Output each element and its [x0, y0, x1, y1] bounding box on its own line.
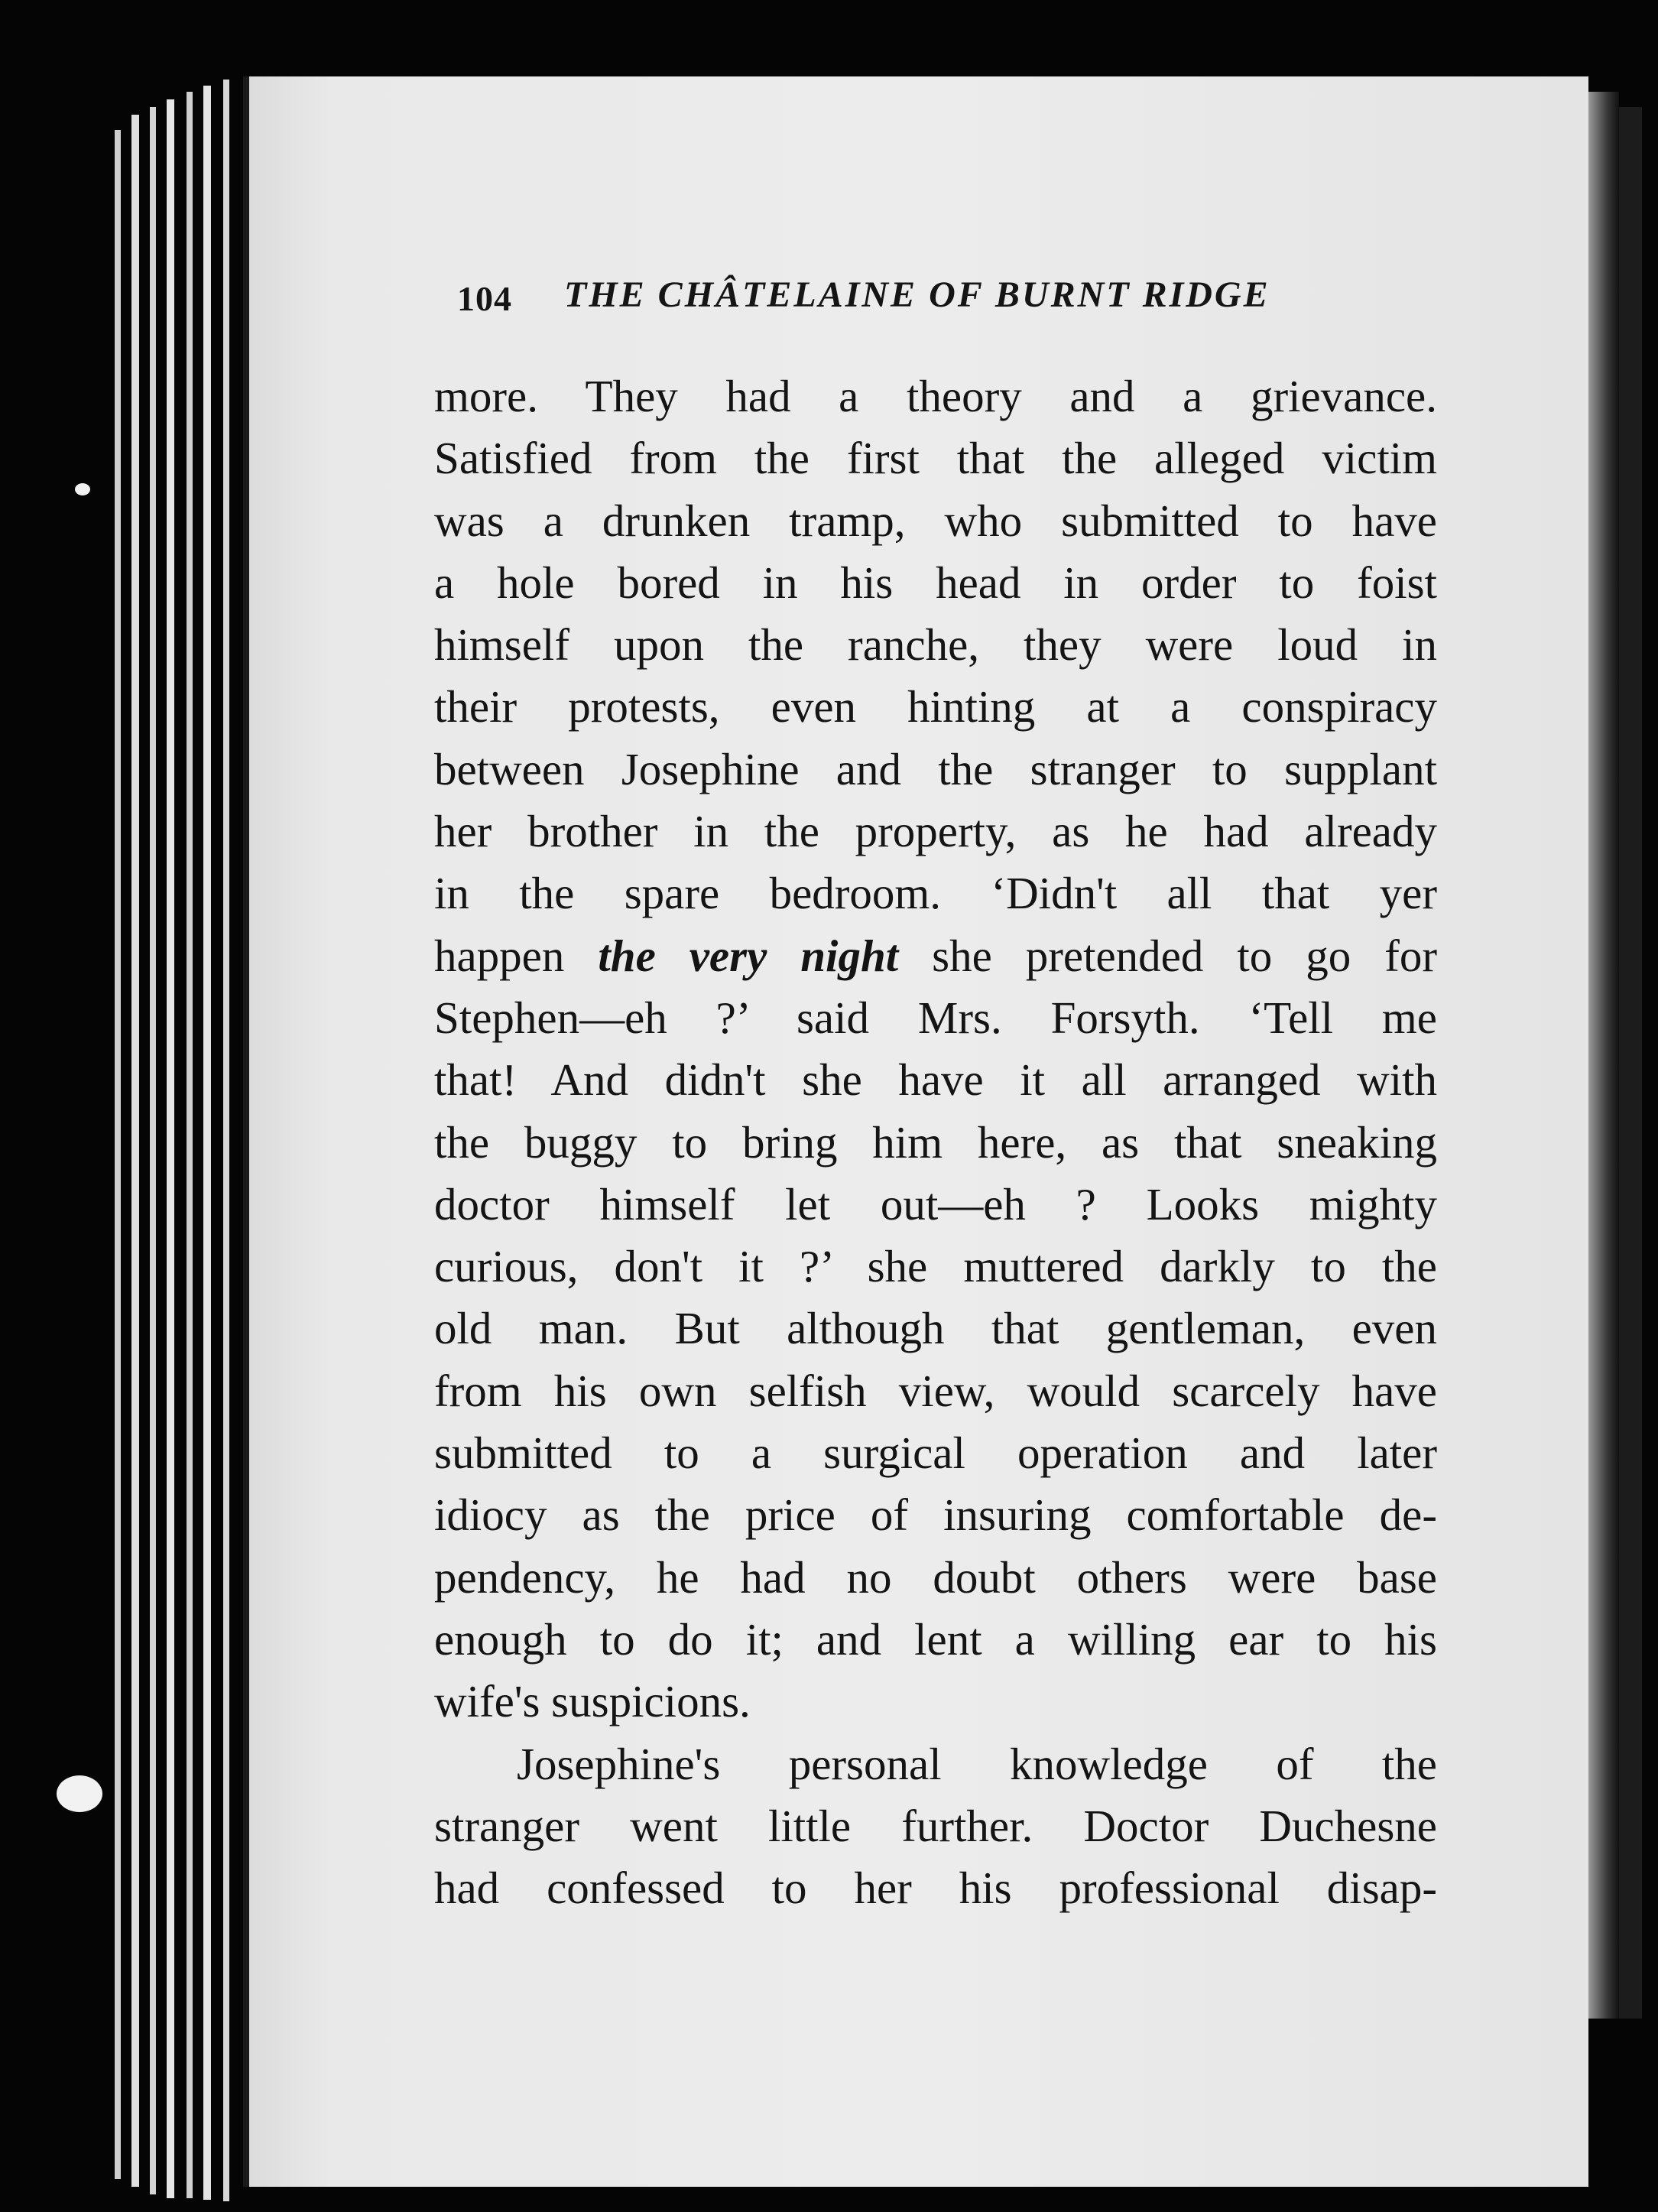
body-text [434, 365, 1437, 1919]
page-edge [150, 107, 156, 2194]
text-line: from his own selfish view, would scarcely have [434, 1365, 1437, 1416]
text-line: idiocy as the price of insuring comfortable de- [434, 1489, 1437, 1541]
text-line: submitted to a surgical operation and later [434, 1428, 1437, 1479]
page-edge [131, 115, 139, 2187]
text-line: a hole bored in his head in order to foist [434, 557, 1437, 608]
text-line: curious, don't it ?’ she muttered darkly to the [434, 1241, 1437, 1292]
page-edge [203, 86, 211, 2200]
binding-gutter [1588, 92, 1619, 2019]
paper-blemish [75, 483, 90, 495]
paragraph-end-line: wife's suspicions. [434, 1676, 751, 1727]
paper-blemish [57, 1775, 102, 1812]
text-line: Stephen—eh ?’ said Mrs. Forsyth. ‘Tell me [434, 992, 1437, 1043]
text-fragment: happen [434, 930, 599, 981]
text-line: more. They had a theory and a grievance. [434, 371, 1437, 421]
text-line: had confessed to her his professional disap- [434, 1863, 1437, 1914]
text-line: pendency, he had no doubt others were base [434, 1551, 1437, 1603]
running-title: THE CHÂTELAINE OF BURNT RIDGE [564, 274, 1270, 315]
text-line: her brother in the property, as he had already [434, 806, 1437, 857]
text-line: their protests, even hinting at a conspiracy [434, 681, 1437, 732]
page-edge [187, 92, 193, 2198]
text-line: was a drunken tramp, who submitted to have [434, 495, 1437, 546]
text-line: the buggy to bring him here, as that sneaking [434, 1116, 1437, 1168]
text-line: himself upon the ranche, they were loud in [434, 619, 1437, 671]
page-edge [167, 99, 174, 2198]
text-line: Satisfied from the first that the alleged victim [434, 433, 1437, 484]
text-line: doctor himself let out—eh ? Looks mighty [434, 1178, 1437, 1229]
italic-phrase: the very night [598, 930, 899, 981]
page-edge [115, 130, 121, 2179]
paragraph-start-line: Josephine's personal knowledge of the [517, 1738, 1437, 1789]
page-number: 104 [457, 279, 512, 318]
running-head [457, 274, 1443, 327]
text-line [434, 925, 1437, 987]
binding-shadow [1619, 107, 1642, 2019]
text-line: old man. But although that gentleman, even [434, 1303, 1437, 1354]
text-line: enough to do it; and lent a willing ear to his [434, 1613, 1437, 1665]
text-line: that! And didn't she have it all arranged with [434, 1054, 1437, 1106]
page-edge [223, 80, 229, 2201]
text-line: stranger went little further. Doctor Duchesne [434, 1800, 1437, 1851]
text-line: in the spare bedroom. ‘Didn't all that yer [434, 868, 1437, 919]
text-fragment: she pretended to go for [898, 930, 1438, 981]
text-line: between Josephine and the stranger to supplant [434, 743, 1437, 794]
